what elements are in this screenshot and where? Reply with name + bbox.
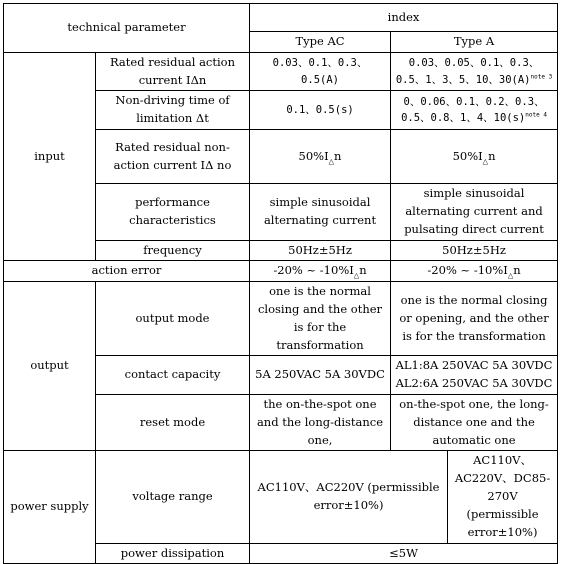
non-driving-time-label: Non-driving time of limitation Δt — [96, 91, 250, 130]
reset-mode-ac: the on-the-spot one and the long-distance one, — [250, 395, 391, 451]
frequency-label: frequency — [96, 240, 250, 261]
output-group-label: output — [4, 282, 96, 451]
non-driving-time-ac: 0.1、0.5(s) — [250, 91, 391, 130]
contact-capacity-a-line2: AL2:6A 250VAC 5A 30VDC — [395, 376, 553, 391]
performance-characteristics-a: simple sinusoidal alternating current and pulsating direct current — [391, 184, 558, 240]
non-action-a-sub: △ — [482, 156, 489, 165]
rated-residual-non-action-current-a — [391, 130, 558, 184]
performance-characteristics-ac: simple sinusoidal alternating current — [250, 184, 391, 240]
action-error-ac-suffix: n — [359, 263, 367, 278]
row-action-error — [4, 261, 558, 282]
power-dissipation-label: power dissipation — [96, 543, 250, 564]
performance-characteristics-label: performance characteristics — [96, 184, 250, 240]
output-mode-ac: one is the normal closing and the other is for the transformation — [250, 282, 391, 356]
frequency-ac: 50Hz±5Hz — [250, 240, 391, 261]
rated-residual-action-current-a-value: 0.03、0.05、0.1、0.3、0.5、1、3、5、10、30(A) — [395, 57, 540, 86]
action-error-label: action error — [4, 261, 250, 282]
action-error-a-suffix: n — [513, 263, 521, 278]
voltage-range-a: AC110V、AC220V、DC85-270V (permissible error±10%) — [448, 451, 558, 543]
rated-residual-non-action-current-label: Rated residual non-action current IΔ no — [96, 130, 250, 184]
non-action-a-suffix: n — [488, 148, 496, 163]
technical-parameter-table — [3, 3, 558, 564]
action-error-ac — [250, 261, 391, 282]
action-error-ac-sub: △ — [353, 271, 360, 280]
rated-residual-action-current-ac: 0.03、0.1、0.3、0.5(A) — [250, 52, 391, 91]
input-group-label: input — [4, 52, 96, 261]
contact-capacity-a — [391, 356, 558, 395]
action-error-a-prefix: -20% ~ -10%I — [427, 263, 508, 278]
power-supply-group-label: power supply — [4, 451, 96, 564]
header-index: index — [250, 4, 558, 32]
note-4-marker: note 4 — [525, 111, 547, 119]
voltage-range-label: voltage range — [96, 451, 250, 543]
non-action-ac-sub: △ — [328, 156, 335, 165]
contact-capacity-ac: 5A 250VAC 5A 30VDC — [250, 356, 391, 395]
non-action-ac-prefix: 50%I — [298, 148, 329, 163]
header-row-1 — [4, 4, 558, 32]
note-3-marker: note 3 — [530, 73, 553, 81]
header-type-a: Type A — [391, 32, 558, 53]
reset-mode-a: on-the-spot one, the long-distance one and the automatic one — [391, 395, 558, 451]
action-error-ac-prefix: -20% ~ -10%I — [273, 263, 354, 278]
contact-capacity-label: contact capacity — [96, 356, 250, 395]
row-voltage-range — [4, 451, 558, 543]
output-mode-a: one is the normal closing or opening, and the other is for the transformation — [391, 282, 558, 356]
rated-residual-action-current-a — [391, 52, 558, 91]
row-rated-residual-action-current — [4, 52, 558, 91]
power-dissipation-value: ≤5W — [250, 543, 558, 564]
contact-capacity-a-line1: AL1:8A 250VAC 5A 30VDC — [395, 358, 553, 373]
frequency-a: 50Hz±5Hz — [391, 240, 558, 261]
voltage-range-ac: AC110V、AC220V (permissible error±10%) — [250, 451, 448, 543]
reset-mode-label: reset mode — [96, 395, 250, 451]
output-mode-label: output mode — [96, 282, 250, 356]
non-action-a-prefix: 50%I — [452, 148, 483, 163]
rated-residual-non-action-current-ac — [250, 130, 391, 184]
non-action-ac-suffix: n — [334, 148, 342, 163]
non-driving-time-a — [391, 91, 558, 130]
row-output-mode — [4, 282, 558, 356]
action-error-a — [391, 261, 558, 282]
header-technical-parameter: technical parameter — [4, 4, 250, 53]
non-driving-time-a-value: 0、0.06、0.1、0.2、0.3、0.5、0.8、1、4、10(s) — [401, 95, 545, 125]
spec-table-container — [3, 3, 557, 560]
action-error-a-sub: △ — [507, 271, 514, 280]
header-type-ac: Type AC — [250, 32, 391, 53]
rated-residual-action-current-label: Rated residual action current IΔn — [96, 52, 250, 91]
